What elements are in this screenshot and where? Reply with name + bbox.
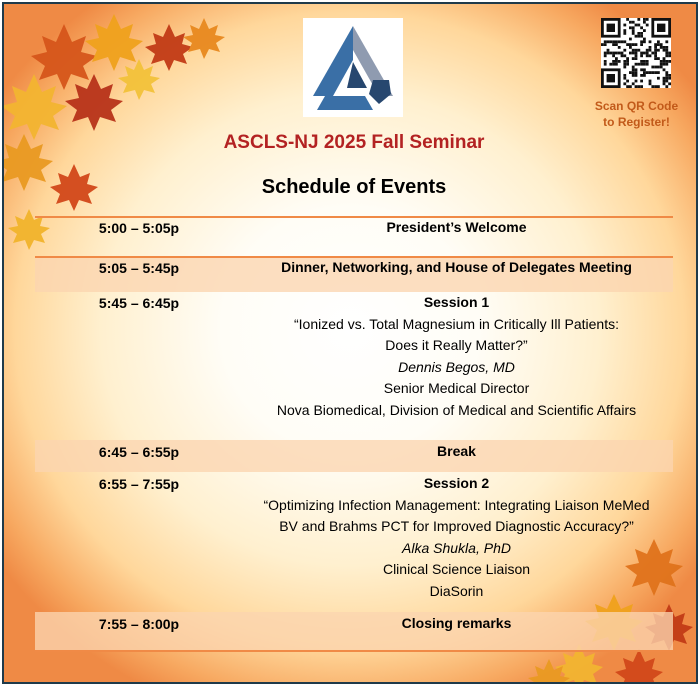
speaker-name: Alka Shukla, PhD <box>402 539 511 556</box>
speaker-affiliation: DiaSorin <box>429 582 484 599</box>
qr-caption-line-2: to Register! <box>603 115 670 129</box>
event-details <box>244 217 669 239</box>
event-time: 7:55 – 8:00p <box>98 616 180 632</box>
event-title: Closing remarks <box>401 615 512 631</box>
ascls-nj-logo <box>303 18 403 117</box>
event-time: 5:05 – 5:45p <box>98 260 180 276</box>
speaker-affiliation: Senior Medical Director <box>383 380 530 396</box>
talk-title-line: “Optimizing Infection Management: Integrating Liaison MeMed <box>263 496 650 513</box>
event-time: 5:00 – 5:05p <box>98 220 180 236</box>
talk-title-line: BV and Brahms PCT for Improved Diagnostic Accuracy?” <box>279 518 634 534</box>
event-details <box>244 441 669 463</box>
event-title: Session 2 <box>423 475 490 491</box>
event-details <box>244 473 669 602</box>
event-title: President’s Welcome <box>386 219 527 235</box>
schedule-title: Schedule of Events <box>261 176 447 198</box>
event-title: Dinner, Networking, and House of Delegates Meeting <box>281 259 632 275</box>
event-details <box>244 613 669 635</box>
event-title: Break <box>437 443 476 459</box>
event-details <box>244 257 669 279</box>
qr-caption-line-1: Scan QR Code <box>594 99 679 113</box>
qr-code[interactable] <box>601 18 671 88</box>
seminar-title: ASCLS-NJ 2025 Fall Seminar <box>223 132 485 153</box>
event-title: Session 1 <box>423 294 490 310</box>
divider <box>35 650 673 652</box>
speaker-affiliation: Clinical Science Liaison <box>382 561 531 577</box>
event-details <box>244 292 669 421</box>
qr-caption <box>579 98 694 130</box>
talk-title-line: “Ionized vs. Total Magnesium in Critically Ill Patients: <box>294 315 619 332</box>
event-time: 5:45 – 6:45p <box>98 295 180 311</box>
speaker-name: Dennis Begos, MD <box>398 358 515 375</box>
event-time: 6:45 – 6:55p <box>98 444 180 460</box>
flyer-frame <box>2 2 698 684</box>
event-time: 6:55 – 7:55p <box>98 476 180 492</box>
talk-title-line: Does it Really Matter?” <box>385 337 528 353</box>
speaker-affiliation: Nova Biomedical, Division of Medical and Scientific Affairs <box>276 401 637 418</box>
